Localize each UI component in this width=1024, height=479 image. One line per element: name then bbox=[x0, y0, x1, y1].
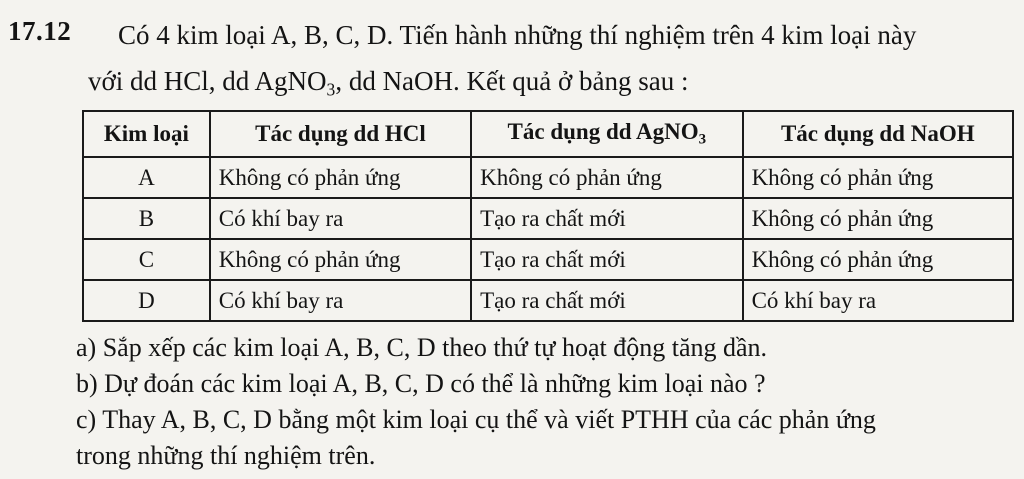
table-row bbox=[83, 198, 1013, 239]
intro-line-2 bbox=[88, 58, 1018, 112]
header-agno3 bbox=[471, 111, 742, 157]
cell-naoh: Không có phản ứng bbox=[743, 198, 1013, 239]
cell-agno3: Tạo ra chất mới bbox=[471, 198, 742, 239]
cell-metal: D bbox=[83, 280, 210, 321]
problem-intro bbox=[88, 12, 1018, 112]
cell-metal: A bbox=[83, 157, 210, 198]
results-table bbox=[82, 110, 1014, 322]
cell-hcl: Không có phản ứng bbox=[210, 239, 471, 280]
header-naoh: Tác dụng dd NaOH bbox=[743, 111, 1013, 157]
intro-line-2-post: , dd NaOH. Kết quả ở bảng sau : bbox=[335, 66, 689, 96]
header-agno3-pre: Tác dụng dd AgNO bbox=[507, 119, 699, 145]
header-metal: Kim loại bbox=[83, 111, 210, 157]
intro-subscript-3: 3 bbox=[326, 79, 336, 100]
cell-agno3: Không có phản ứng bbox=[471, 157, 742, 198]
cell-naoh: Có khí bay ra bbox=[743, 280, 1013, 321]
cell-metal: C bbox=[83, 239, 210, 280]
cell-hcl: Có khí bay ra bbox=[210, 198, 471, 239]
header-agno3-subscript: 3 bbox=[698, 131, 707, 148]
cell-agno3: Tạo ra chất mới bbox=[471, 280, 742, 321]
cell-agno3: Tạo ra chất mới bbox=[471, 239, 742, 280]
table-row bbox=[83, 157, 1013, 198]
question-c-line-1: c) Thay A, B, C, D bằng một kim loại cụ thể và viết PTHH của các phản ứng bbox=[76, 405, 876, 434]
cell-metal: B bbox=[83, 198, 210, 239]
problem-number: 17.12 bbox=[8, 16, 72, 46]
question-b: b) Dự đoán các kim loại A, B, C, D có thể là những kim loại nào ? bbox=[76, 369, 766, 398]
table-row bbox=[83, 239, 1013, 280]
cell-hcl: Có khí bay ra bbox=[210, 280, 471, 321]
table-row bbox=[83, 280, 1013, 321]
results-table-wrapper bbox=[82, 110, 1014, 322]
question-c-line-2: trong những thí nghiệm trên. bbox=[76, 441, 376, 470]
cell-naoh: Không có phản ứng bbox=[743, 157, 1013, 198]
cell-hcl: Không có phản ứng bbox=[210, 157, 471, 198]
intro-line-2-pre: với dd HCl, dd AgNO bbox=[88, 66, 327, 96]
cell-naoh: Không có phản ứng bbox=[743, 239, 1013, 280]
header-hcl: Tác dụng dd HCl bbox=[210, 111, 471, 157]
intro-line-1: Có 4 kim loại A, B, C, D. Tiến hành những thí nghiệm trên 4 kim loại này bbox=[118, 20, 917, 50]
questions-section bbox=[76, 330, 1016, 474]
table-header-row bbox=[83, 111, 1013, 157]
question-a: a) Sắp xếp các kim loại A, B, C, D theo thứ tự hoạt động tăng dần. bbox=[76, 333, 768, 362]
